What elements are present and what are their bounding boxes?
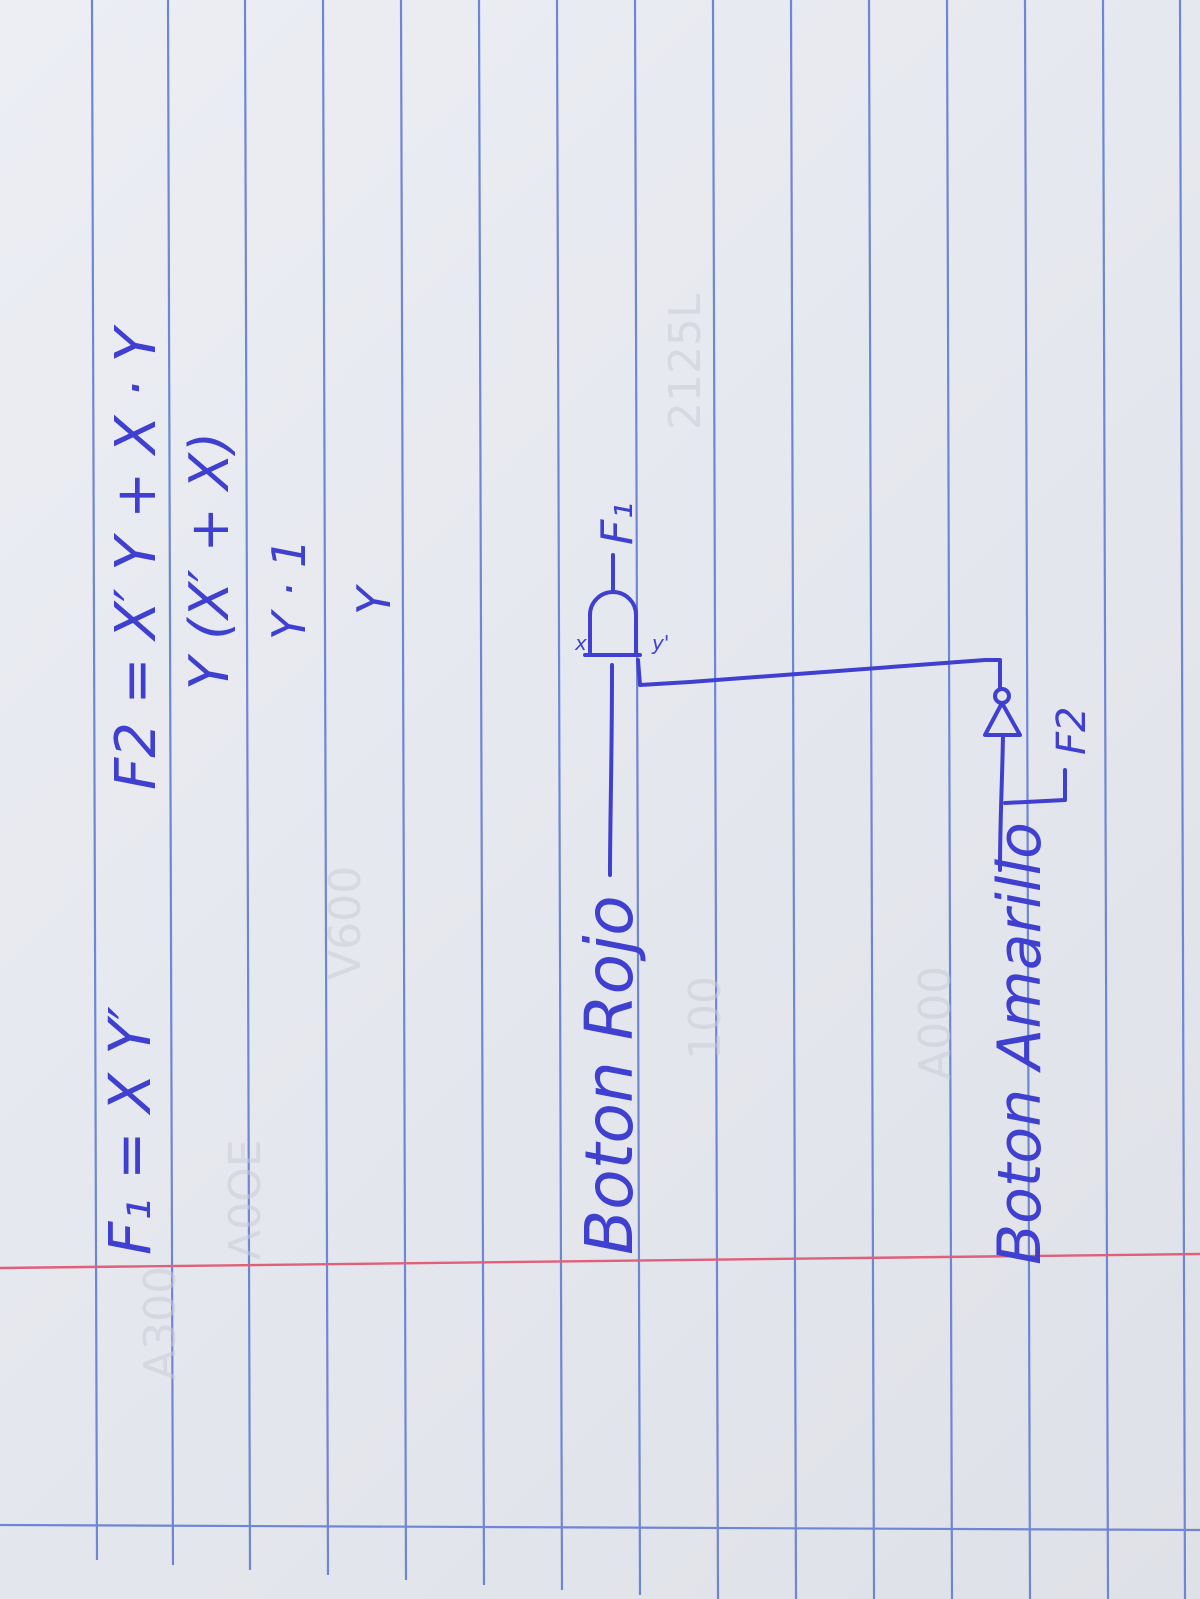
svg-text:V600: V600 (320, 865, 371, 980)
svg-text:A000: A000 (910, 965, 961, 1080)
ruled-line (1025, 0, 1030, 1599)
ruled-line (1180, 0, 1185, 1599)
ruled-line (1103, 0, 1108, 1599)
label-boton-rojo: Boton Rojo (571, 895, 648, 1255)
wire-and-to-not (638, 660, 1000, 688)
ruled-line (245, 0, 250, 1570)
equation-f1: F₁ = X Y′ (96, 1006, 164, 1255)
ruled-line (713, 0, 718, 1599)
ruled-line (323, 0, 328, 1575)
not-bubble-icon (995, 689, 1009, 703)
ruled-line (635, 0, 640, 1595)
svg-text:2125L: 2125L (660, 293, 711, 430)
equation-f2-line1: F2 = X′ Y + X · Y (104, 328, 169, 790)
ruled-line (947, 0, 952, 1599)
wire-f2-out (1005, 770, 1065, 803)
and-input-y: y' (652, 631, 670, 655)
ruled-line (869, 0, 874, 1599)
label-boton-amarillo: Boton Amarillo (985, 822, 1055, 1265)
svg-text:A300: A300 (135, 1265, 186, 1380)
equation-f2-line4: Y (347, 586, 401, 615)
output-f1-label: F₁ (592, 502, 643, 545)
ruled-line (791, 0, 796, 1599)
ruled-line (479, 0, 484, 1585)
not-gate-icon (985, 703, 1020, 735)
bottom-rule (0, 1525, 1200, 1530)
bleed-through-marks (135, 293, 961, 1380)
ruled-line (401, 0, 406, 1580)
wire-rojo-to-and (610, 665, 612, 875)
equation-f2-line3: Y · 1 (262, 538, 316, 640)
equation-f2-line2: Y (X′ + X) (178, 431, 241, 690)
and-input-x: x (575, 631, 587, 655)
svg-text:100: 100 (680, 976, 731, 1060)
svg-text:Λ0OE: Λ0OE (220, 1139, 271, 1260)
and-gate-icon (585, 592, 640, 655)
ruled-line (92, 0, 97, 1560)
output-f2-label: F2 (1049, 706, 1095, 755)
ruled-line (557, 0, 562, 1590)
